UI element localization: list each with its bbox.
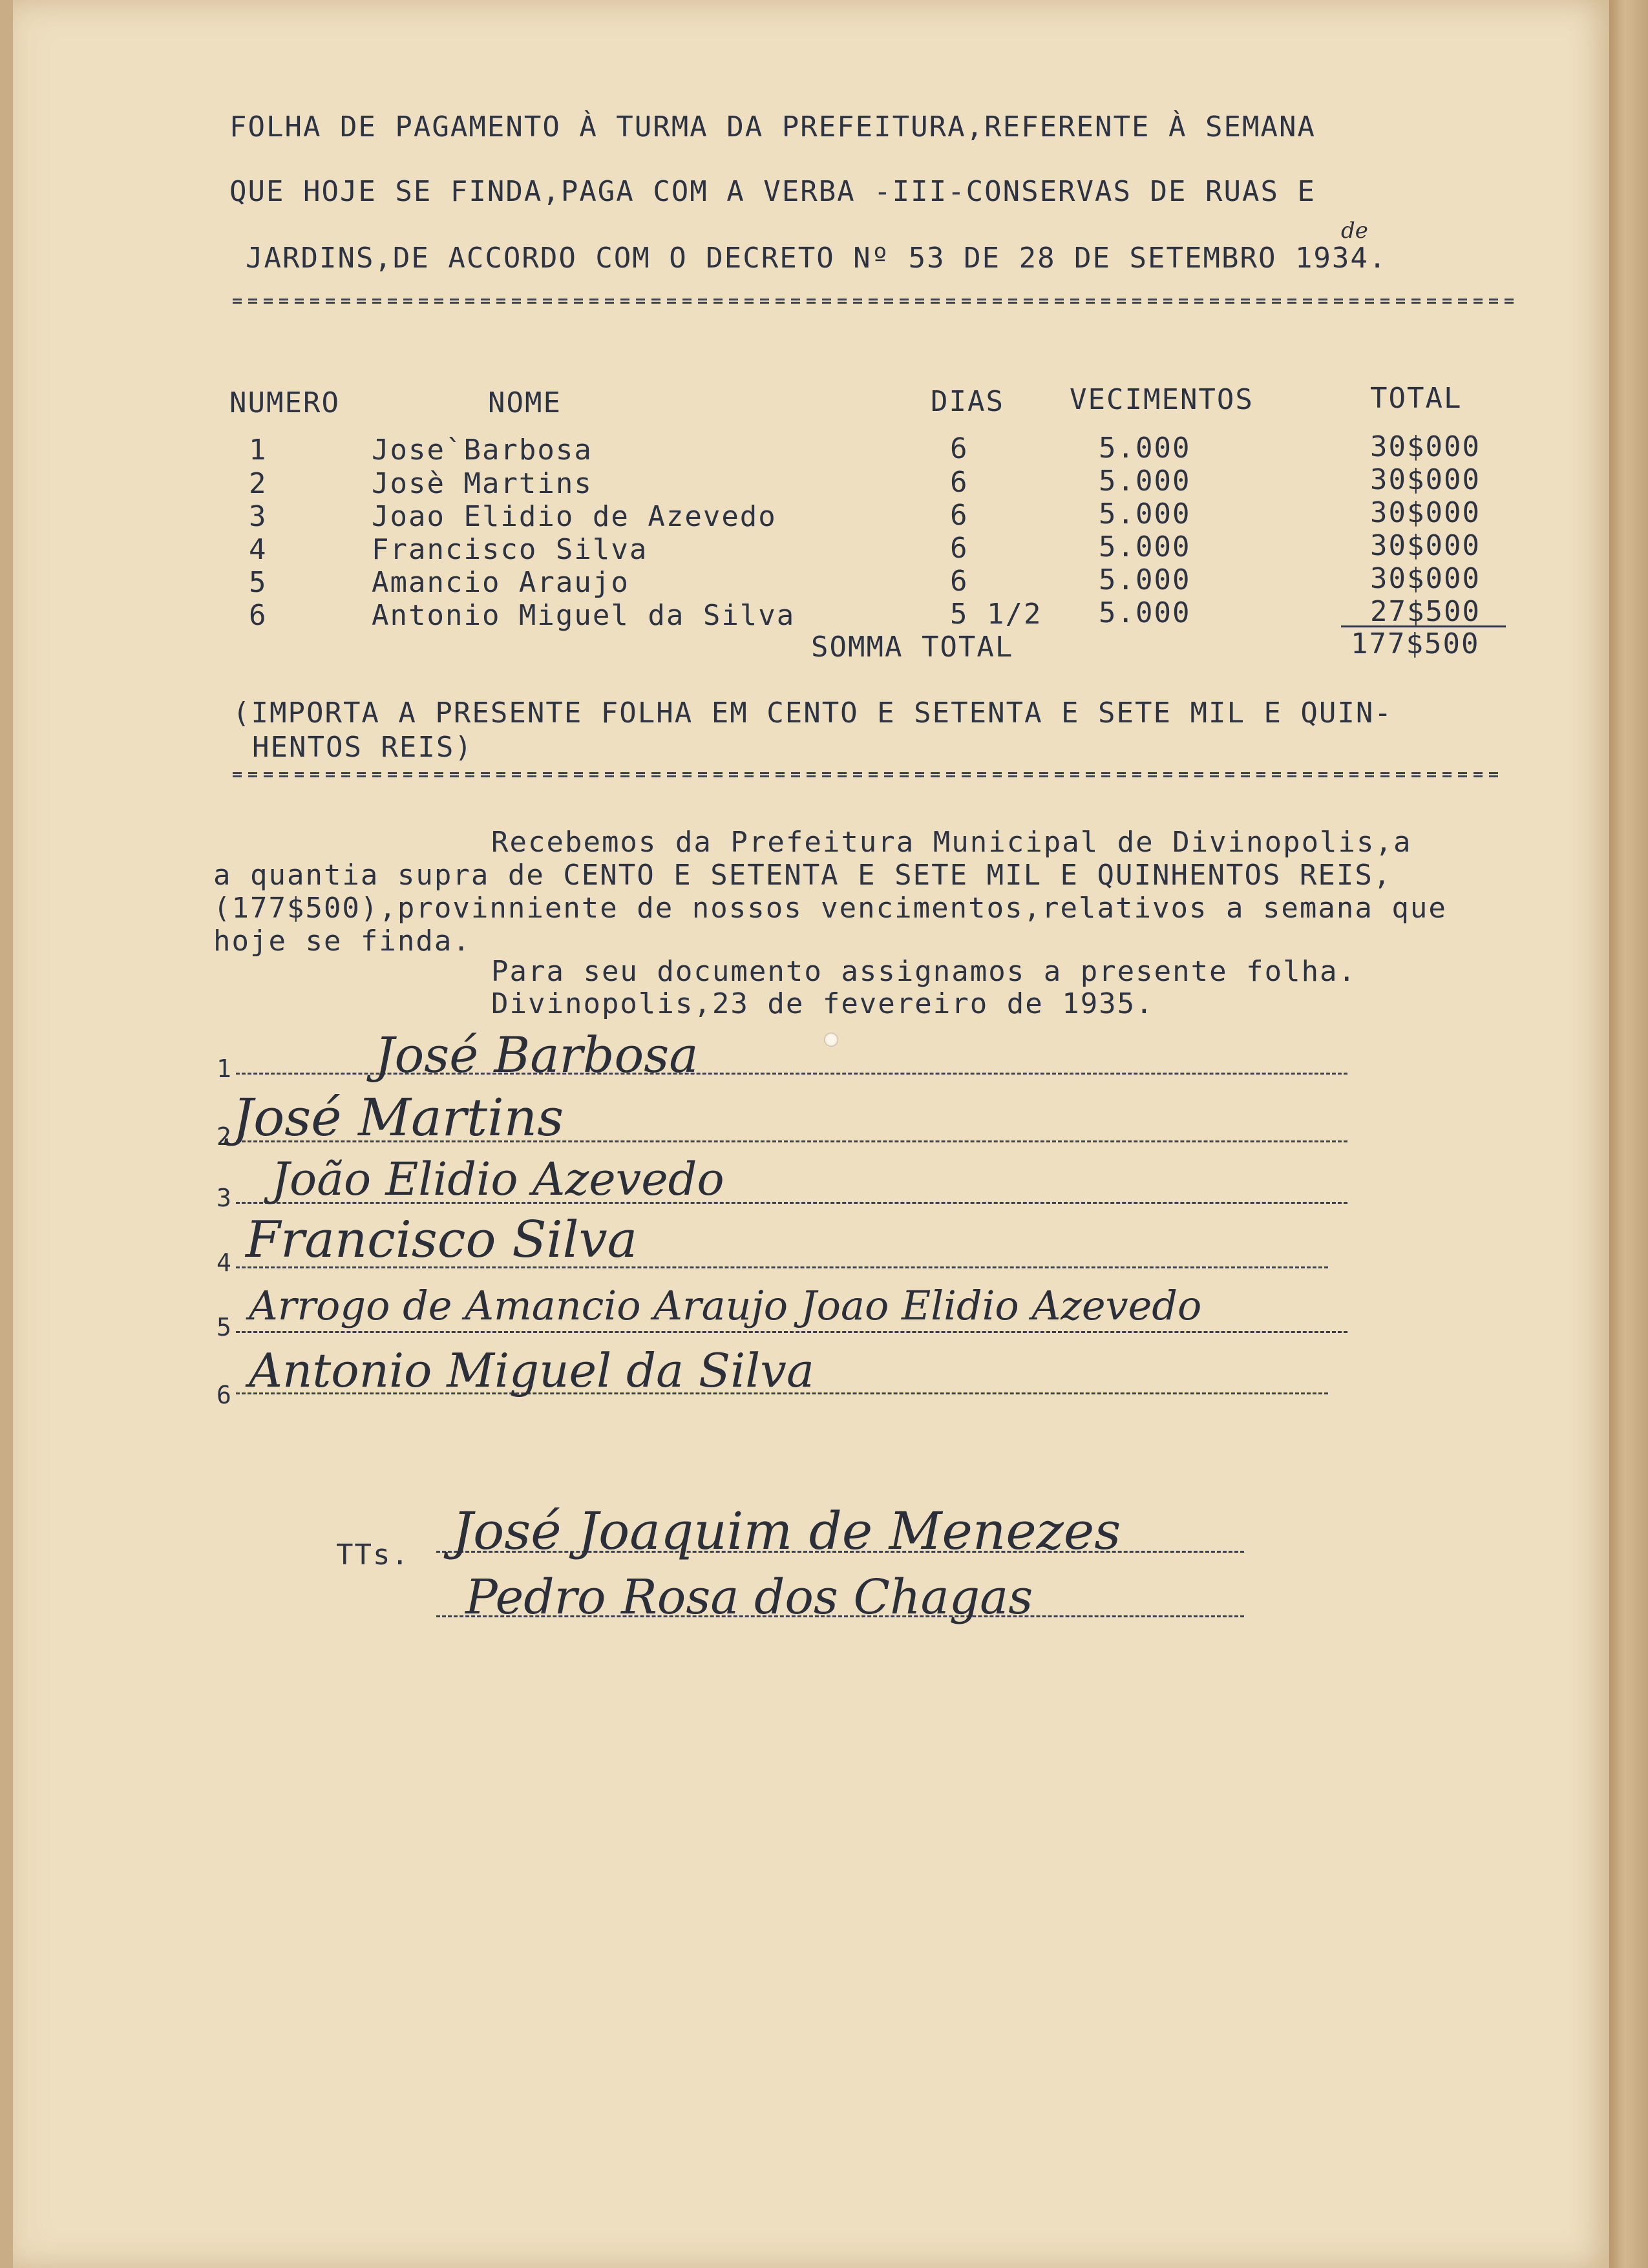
signature-line [236,1331,1347,1333]
row-number: 1 [249,434,268,467]
row-total: 30$000 [1370,529,1481,562]
header-separator [233,299,1516,304]
signature: José Martins [233,1087,564,1148]
row-days: 5 1/2 [950,598,1042,631]
row-number: 3 [249,500,268,533]
col-header-numero: NUMERO [229,386,340,419]
row-number: 6 [249,599,268,632]
signature-number: 5 [217,1313,233,1341]
row-name: Jose`Barbosa [372,434,593,467]
row-wage: 5.000 [1099,596,1191,629]
signature-number: 4 [217,1248,233,1277]
row-wage: 5.000 [1099,498,1191,530]
row-name: Amancio Araujo [372,566,629,599]
row-name: Joao Elidio de Azevedo [372,500,777,533]
row-number: 4 [249,533,268,566]
receipt-line-1: Recebemos da Prefeitura Municipal de Divinopolis,a [491,826,1412,859]
witnesses-label: TTs. [336,1538,410,1571]
punch-hole [824,1033,838,1047]
header-line-2: QUE HOJE SE FINDA,PAGA COM A VERBA -III-CONSERVAS DE RUAS E [229,175,1316,208]
paper-edge [1609,0,1648,2268]
header-line-3: JARDINS,DE ACCORDO COM O DECRETO Nº 53 DE 28 DE SETEMBRO 1934. [246,242,1388,275]
row-total: 30$000 [1370,463,1481,496]
somma-total-value: 177$500 [1351,627,1480,660]
col-header-nome: NOME [488,386,562,419]
row-total: 27$500 [1370,595,1481,628]
row-total: 30$000 [1370,430,1481,463]
row-days: 6 [950,466,969,499]
row-total: 30$000 [1370,562,1481,595]
signature-number: 3 [217,1184,233,1212]
signature: Antonio Miguel da Silva [249,1343,814,1398]
importa-line-2: HENTOS REIS) [252,731,473,764]
row-days: 6 [950,432,969,465]
signature: Francisco Silva [246,1211,638,1269]
row-total: 30$000 [1370,496,1481,529]
row-days: 6 [950,565,969,598]
receipt-line-2: a quantia supra de CENTO E SETENTA E SETE MIL E QUINHENTOS REIS, [213,859,1392,892]
row-wage: 5.000 [1099,530,1191,563]
row-wage: 5.000 [1099,563,1191,596]
signature: José Barbosa [375,1026,699,1084]
receipt-line-6: Divinopolis,23 de fevereiro de 1935. [491,987,1154,1020]
row-days: 6 [950,499,969,532]
row-wage: 5.000 [1099,432,1191,465]
col-header-total: TOTAL [1370,382,1463,415]
row-days: 6 [950,532,969,565]
col-header-vencimentos: VECIMENTOS [1070,383,1254,416]
receipt-line-5: Para seu documento assignamos a presente folha. [491,955,1357,988]
witness-signature-2: Pedro Rosa dos Chagas [465,1570,1033,1625]
row-number: 5 [249,566,268,599]
somma-total-label: SOMMA TOTAL [811,631,1014,664]
signature-number: 2 [217,1122,233,1151]
signature-number: 6 [217,1381,233,1409]
signature-number: 1 [217,1055,233,1083]
row-name: Josè Martins [372,467,593,500]
header-line-1: FOLHA DE PAGAMENTO À TURMA DA PREFEITURA,REFERENTE À SEMANA [229,110,1316,143]
col-header-dias: DIAS [931,385,1004,418]
importa-separator [233,772,1499,777]
receipt-line-4: hoje se finda. [213,925,471,958]
row-number: 2 [249,467,268,500]
signature: Arrogo de Amancio Araujo Joao Elidio Azevedo [249,1282,1202,1329]
receipt-line-3: (177$500),provinniente de nossos vencimentos,relativos a semana que [213,892,1447,925]
document-page [13,0,1609,2268]
row-name: Antonio Miguel da Silva [372,599,796,632]
signature: João Elidio Azevedo [271,1153,724,1206]
row-wage: 5.000 [1099,465,1191,498]
header-handnote: de [1341,218,1368,244]
importa-line-1: (IMPORTA A PRESENTE FOLHA EM CENTO E SETENTA E SETE MIL E QUIN- [233,697,1393,730]
row-name: Francisco Silva [372,533,648,566]
witness-signature-1: José Joaquim de Menezes [452,1501,1121,1561]
